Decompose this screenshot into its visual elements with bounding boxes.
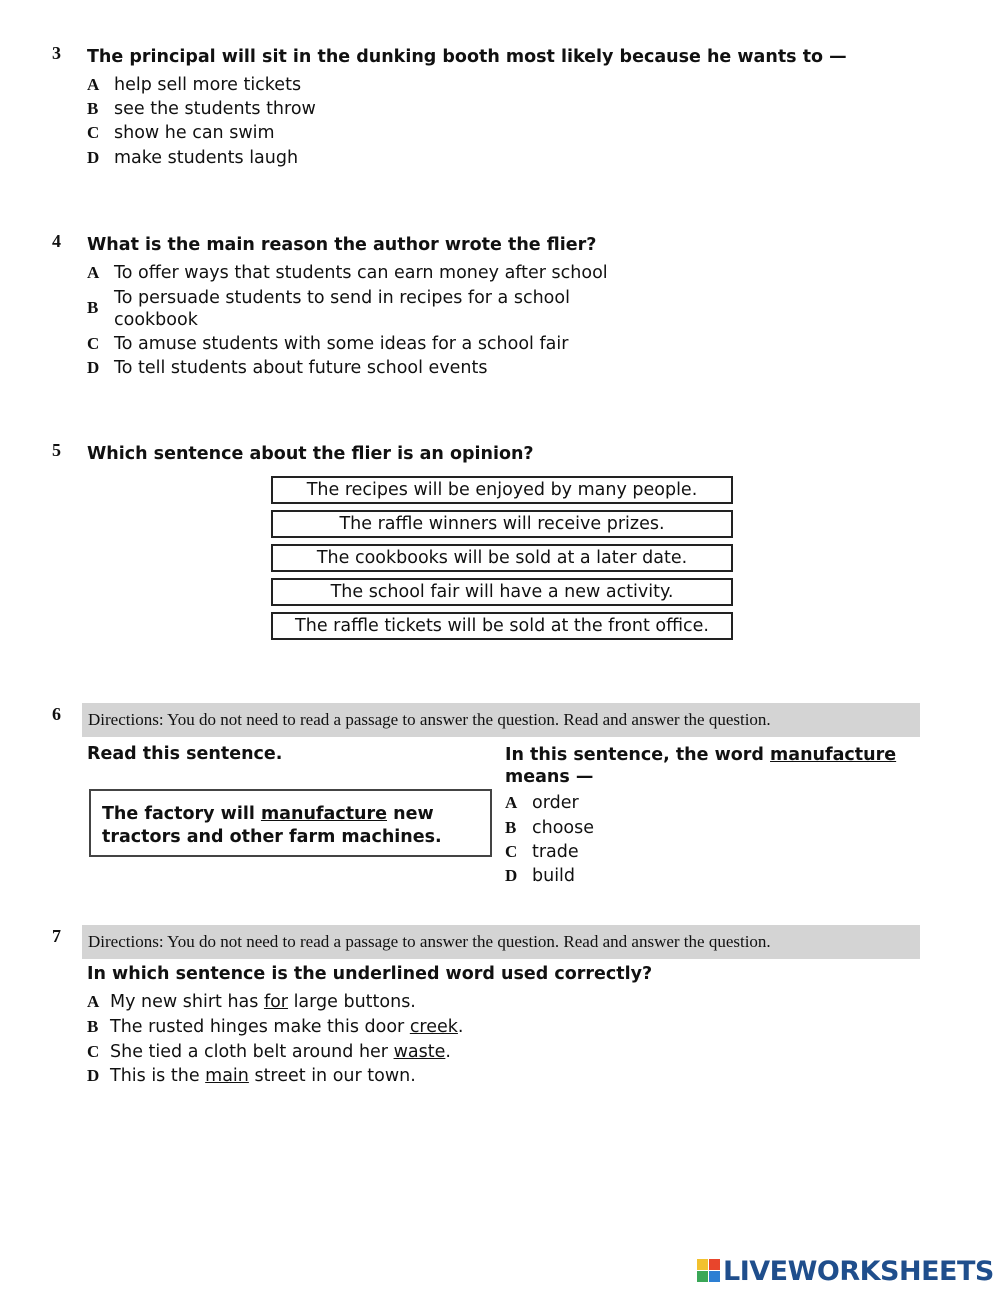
choice-letter: A bbox=[505, 793, 518, 812]
choice-text: . bbox=[457, 1017, 464, 1037]
question-5-option-3[interactable]: The cookbooks will be sold at a later date. bbox=[271, 544, 733, 572]
liveworksheets-logo bbox=[697, 1256, 994, 1287]
question-4-stem: What is the main reason the author wrote the flier? bbox=[87, 235, 597, 255]
question-6-choice-b[interactable] bbox=[505, 818, 594, 838]
choice-text: help sell more tickets bbox=[114, 75, 302, 95]
question-3-number: 3 bbox=[52, 43, 61, 63]
sentence-text: The factory will bbox=[102, 804, 261, 824]
choice-text: large buttons. bbox=[288, 992, 416, 1012]
choice-letter: B bbox=[87, 298, 99, 317]
choice-letter: C bbox=[87, 334, 100, 353]
choice-text: . bbox=[445, 1042, 451, 1062]
choice-letter: A bbox=[87, 75, 100, 94]
choice-underlined-word: main bbox=[205, 1066, 249, 1086]
choice-letter: B bbox=[505, 818, 517, 837]
choice-underlined-word: for bbox=[263, 992, 288, 1012]
question-6-sentence-box bbox=[89, 789, 492, 857]
question-7-number: 7 bbox=[52, 926, 61, 946]
choice-letter: C bbox=[87, 1042, 100, 1061]
choice-letter: C bbox=[87, 123, 100, 142]
choice-letter: D bbox=[87, 358, 100, 377]
choice-text: She tied a cloth belt around her bbox=[110, 1042, 394, 1062]
choice-letter: D bbox=[87, 148, 100, 167]
question-5-stem: Which sentence about the flier is an opinion? bbox=[87, 444, 534, 464]
question-3-stem: The principal will sit in the dunking booth most likely because he wants to — bbox=[87, 47, 847, 67]
sentence-text: new bbox=[387, 804, 434, 824]
choice-text: To offer ways that students can earn money after school bbox=[114, 263, 608, 283]
choice-text: The rusted hinges make this door bbox=[110, 1017, 410, 1037]
stem-underlined-word: manufacture bbox=[770, 745, 897, 765]
sentence-underlined-word: manufacture bbox=[260, 804, 388, 824]
question-7-stem: In which sentence is the underlined word used correctly? bbox=[87, 964, 653, 984]
question-4-choice-c[interactable] bbox=[87, 334, 568, 354]
choice-underlined-word: waste bbox=[393, 1042, 446, 1062]
question-6-choice-a[interactable] bbox=[505, 793, 579, 813]
question-6-stem bbox=[505, 744, 896, 788]
question-6-directions: Directions: You do not need to read a passage to answer the question. Read and answer the question. bbox=[82, 703, 920, 737]
choice-letter: C bbox=[505, 842, 518, 861]
question-3-choice-b[interactable] bbox=[87, 99, 316, 119]
question-4-number: 4 bbox=[52, 231, 61, 251]
sentence-text: tractors and other farm machines. bbox=[102, 827, 442, 847]
question-3-choice-d[interactable] bbox=[87, 148, 298, 168]
choice-text: To tell students about future school events bbox=[114, 358, 488, 378]
question-7-choice-d[interactable] bbox=[87, 1066, 416, 1086]
choice-text: street in our town. bbox=[248, 1066, 416, 1086]
choice-text: order bbox=[532, 793, 579, 813]
choice-text: My new shirt has bbox=[110, 992, 264, 1012]
stem-text: means — bbox=[505, 767, 594, 787]
choice-text: choose bbox=[532, 818, 595, 838]
choice-text: make students laugh bbox=[114, 148, 299, 168]
choice-text: build bbox=[532, 866, 576, 886]
question-7-choice-c[interactable] bbox=[87, 1042, 451, 1062]
choice-letter: B bbox=[87, 99, 99, 118]
choice-text-line-1: To persuade students to send in recipes for a school bbox=[114, 288, 570, 308]
question-7-directions: Directions: You do not need to read a passage to answer the question. Read and answer the question. bbox=[82, 925, 920, 959]
question-5-option-1[interactable]: The recipes will be enjoyed by many people. bbox=[271, 476, 733, 504]
question-3-choice-c[interactable] bbox=[87, 123, 275, 143]
question-6-number: 6 bbox=[52, 704, 61, 724]
choice-letter: B bbox=[87, 1017, 99, 1036]
logo-text: LIVEWORKSHEETS bbox=[723, 1256, 994, 1287]
question-7-choice-a[interactable] bbox=[87, 992, 416, 1012]
choice-text-line-2: cookbook bbox=[114, 310, 198, 330]
question-6-choice-d[interactable] bbox=[505, 866, 575, 886]
stem-text: In this sentence, the word bbox=[505, 745, 771, 765]
question-4-choice-b[interactable] bbox=[87, 287, 570, 331]
choice-text: trade bbox=[532, 842, 579, 862]
choice-text: To amuse students with some ideas for a school fair bbox=[114, 334, 569, 354]
choice-text: show he can swim bbox=[114, 123, 275, 143]
question-4-choice-d[interactable] bbox=[87, 358, 488, 378]
question-5-option-5[interactable]: The raffle tickets will be sold at the front office. bbox=[271, 612, 733, 640]
question-5-option-4[interactable]: The school fair will have a new activity. bbox=[271, 578, 733, 606]
choice-text: This is the bbox=[110, 1066, 206, 1086]
question-5-number: 5 bbox=[52, 440, 61, 460]
choice-letter: A bbox=[87, 263, 100, 282]
choice-text: see the students throw bbox=[114, 99, 316, 119]
choice-letter: D bbox=[87, 1066, 100, 1085]
question-3-choice-a[interactable] bbox=[87, 75, 301, 95]
question-4-choice-a[interactable] bbox=[87, 263, 608, 283]
question-6-read-label: Read this sentence. bbox=[87, 744, 283, 764]
question-7-choice-b[interactable] bbox=[87, 1017, 464, 1037]
choice-underlined-word: creek bbox=[409, 1017, 458, 1037]
choice-text bbox=[114, 287, 570, 331]
logo-blocks-icon bbox=[697, 1259, 721, 1283]
choice-letter: A bbox=[87, 992, 100, 1011]
question-5-option-2[interactable]: The raffle winners will receive prizes. bbox=[271, 510, 733, 538]
question-6-choice-c[interactable] bbox=[505, 842, 579, 862]
choice-letter: D bbox=[505, 866, 518, 885]
